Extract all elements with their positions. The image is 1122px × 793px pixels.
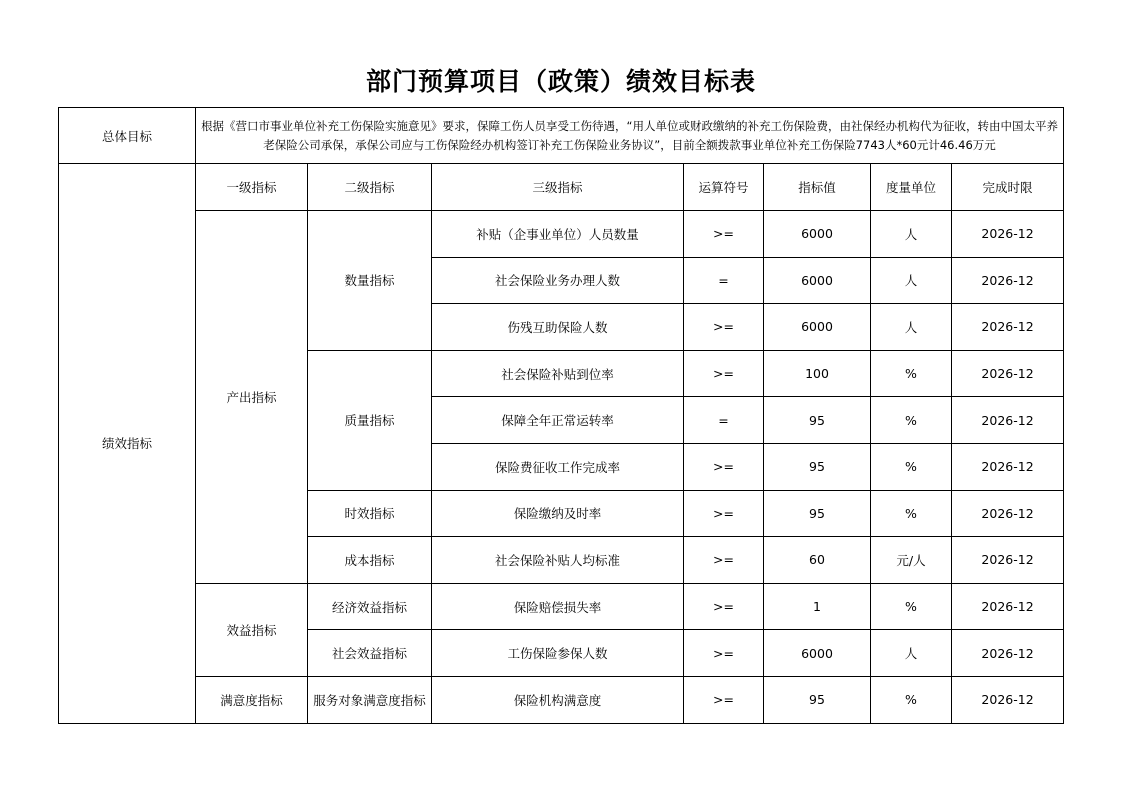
header-value: 指标值: [764, 164, 871, 211]
unit-cell: %: [871, 676, 952, 723]
deadline-cell: 2026-12: [952, 443, 1064, 490]
level3-cell: 保险机构满意度: [432, 676, 684, 723]
operator-cell: =: [684, 257, 764, 304]
deadline-cell: 2026-12: [952, 490, 1064, 537]
value-cell: 100: [764, 350, 871, 397]
header-row: [59, 164, 1064, 211]
header-unit: 度量单位: [871, 164, 952, 211]
unit-cell: %: [871, 583, 952, 630]
value-cell: 95: [764, 397, 871, 444]
level3-cell: 保险缴纳及时率: [432, 490, 684, 537]
unit-cell: 元/人: [871, 537, 952, 584]
table-row: [59, 211, 1064, 258]
table-row: [59, 676, 1064, 723]
header-deadline: 完成时限: [952, 164, 1064, 211]
overall-target-row: [59, 108, 1064, 164]
value-cell: 60: [764, 537, 871, 584]
operator-cell: =: [684, 397, 764, 444]
unit-cell: %: [871, 397, 952, 444]
deadline-cell: 2026-12: [952, 537, 1064, 584]
operator-cell: >=: [684, 490, 764, 537]
deadline-cell: 2026-12: [952, 257, 1064, 304]
value-cell: 1: [764, 583, 871, 630]
unit-cell: 人: [871, 211, 952, 258]
level2-economic-benefit: 经济效益指标: [308, 583, 432, 630]
deadline-cell: 2026-12: [952, 304, 1064, 351]
operator-cell: >=: [684, 211, 764, 258]
deadline-cell: 2026-12: [952, 630, 1064, 677]
level3-cell: 伤残互助保险人数: [432, 304, 684, 351]
level1-benefit: 效益指标: [196, 583, 308, 676]
performance-target-table: [58, 107, 1064, 724]
unit-cell: %: [871, 443, 952, 490]
overall-target-text: 根据《营口市事业单位补充工伤保险实施意见》要求，保障工伤人员享受工伤待遇，“用人单位或财政缴纳的补充工伤保险费，由社保经办机构代为征收，转由中国太平养老保险公司承保，承保公司应与工伤保险经办机构签订补充工伤保险业务协议”，目前全额拨款事业单位补充工伤保险7743人*60元计46.46万元: [196, 108, 1064, 164]
value-cell: 6000: [764, 630, 871, 677]
level1-output: 产出指标: [196, 211, 308, 584]
operator-cell: >=: [684, 583, 764, 630]
operator-cell: >=: [684, 443, 764, 490]
level2-cost: 成本指标: [308, 537, 432, 584]
level3-cell: 保险赔偿损失率: [432, 583, 684, 630]
operator-cell: >=: [684, 537, 764, 584]
value-cell: 95: [764, 443, 871, 490]
header-level2: 二级指标: [308, 164, 432, 211]
unit-cell: 人: [871, 630, 952, 677]
header-level3: 三级指标: [432, 164, 684, 211]
operator-cell: >=: [684, 304, 764, 351]
performance-indicators-label: 绩效指标: [59, 164, 196, 724]
level2-service-satisfaction: 服务对象满意度指标: [308, 676, 432, 723]
level3-cell: 保障全年正常运转率: [432, 397, 684, 444]
deadline-cell: 2026-12: [952, 211, 1064, 258]
header-operator: 运算符号: [684, 164, 764, 211]
deadline-cell: 2026-12: [952, 583, 1064, 630]
table-row: [59, 583, 1064, 630]
value-cell: 6000: [764, 257, 871, 304]
unit-cell: 人: [871, 257, 952, 304]
value-cell: 6000: [764, 304, 871, 351]
level3-cell: 工伤保险参保人数: [432, 630, 684, 677]
level3-cell: 补贴（企事业单位）人员数量: [432, 211, 684, 258]
value-cell: 6000: [764, 211, 871, 258]
level3-cell: 保险费征收工作完成率: [432, 443, 684, 490]
level2-quality: 质量指标: [308, 350, 432, 490]
level2-social-benefit: 社会效益指标: [308, 630, 432, 677]
level2-timeliness: 时效指标: [308, 490, 432, 537]
level1-satisfaction: 满意度指标: [196, 676, 308, 723]
unit-cell: %: [871, 350, 952, 397]
level3-cell: 社会保险补贴人均标准: [432, 537, 684, 584]
level3-cell: 社会保险业务办理人数: [432, 257, 684, 304]
level3-cell: 社会保险补贴到位率: [432, 350, 684, 397]
value-cell: 95: [764, 676, 871, 723]
operator-cell: >=: [684, 676, 764, 723]
level2-quantity: 数量指标: [308, 211, 432, 351]
page-title: 部门预算项目（政策）绩效目标表: [365, 67, 756, 96]
deadline-cell: 2026-12: [952, 676, 1064, 723]
header-level1: 一级指标: [196, 164, 308, 211]
operator-cell: >=: [684, 350, 764, 397]
deadline-cell: 2026-12: [952, 397, 1064, 444]
operator-cell: >=: [684, 630, 764, 677]
value-cell: 95: [764, 490, 871, 537]
deadline-cell: 2026-12: [952, 350, 1064, 397]
overall-target-label: 总体目标: [59, 108, 196, 164]
unit-cell: %: [871, 490, 952, 537]
unit-cell: 人: [871, 304, 952, 351]
